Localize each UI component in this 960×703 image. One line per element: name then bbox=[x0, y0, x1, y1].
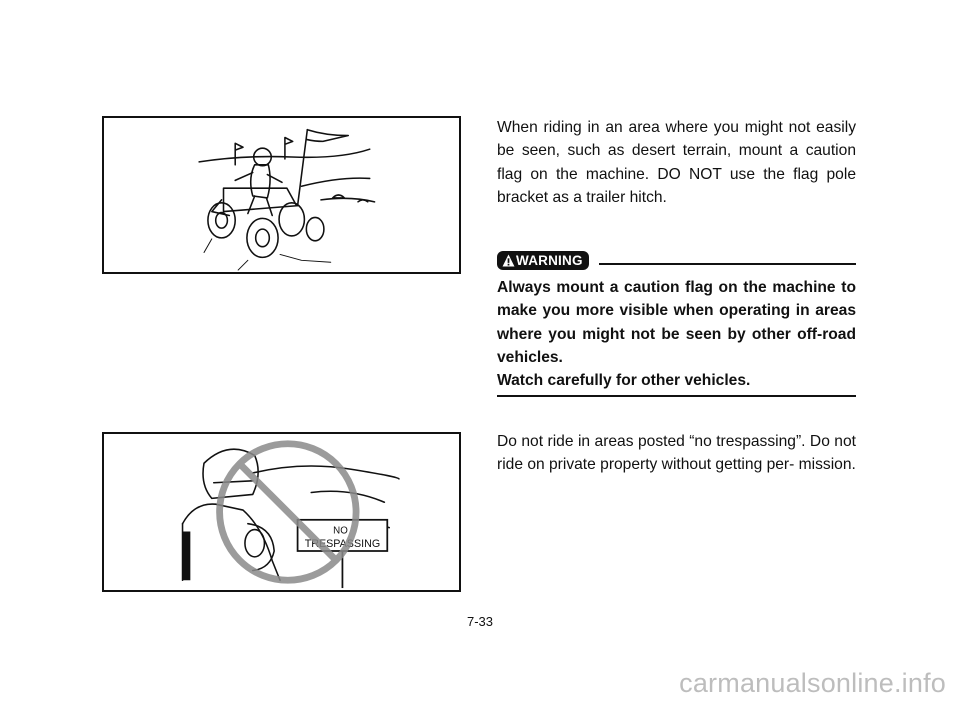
no-trespassing-illustration bbox=[102, 432, 461, 592]
warning-text-flag: Always mount a caution flag on the machine to make you more visible when operating in areas where you might not be seen by other off-road vehicles. bbox=[497, 279, 856, 366]
atv-rider-with-caution-flag-illustration bbox=[104, 118, 459, 272]
no-trespassing-paragraph: Do not ride in areas posted “no trespassing”. Do not ride on private property without getting per- mission. bbox=[497, 433, 856, 474]
warning-header-rule bbox=[599, 255, 856, 265]
atv-flag-illustration bbox=[102, 116, 461, 274]
warning-triangle-icon bbox=[502, 254, 515, 267]
warning-block bbox=[497, 250, 856, 397]
no-trespassing-sign-prohibited-illustration bbox=[104, 434, 459, 590]
sign-text-trespassing: TRESPASSING bbox=[304, 538, 381, 551]
warning-header bbox=[497, 250, 856, 270]
warning-end-rule bbox=[497, 395, 856, 397]
warning-body bbox=[497, 276, 856, 392]
warning-text-watch: Watch carefully for other vehicles. bbox=[497, 372, 751, 390]
watermark: carmanualsonline.info bbox=[679, 668, 946, 698]
warning-label: WARNING bbox=[516, 252, 583, 268]
sign-text-no: NO bbox=[333, 525, 348, 537]
caution-flag-paragraph: When riding in an area where you might not easily be seen, such as desert terrain, mount a caution flag on the machine. DO NOT use the flag pole bracket as a trailer hitch. bbox=[497, 119, 856, 206]
page-number: 7-33 bbox=[466, 614, 494, 629]
warning-badge bbox=[497, 251, 589, 270]
